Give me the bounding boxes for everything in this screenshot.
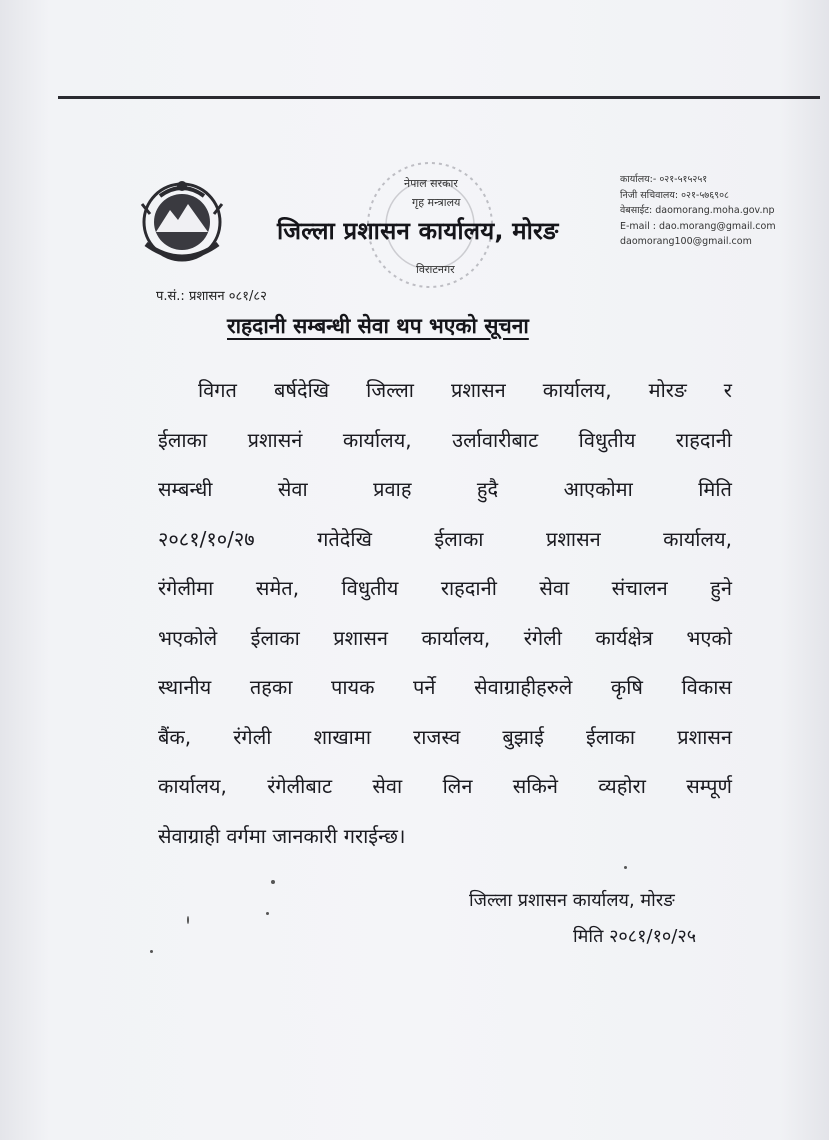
body-word: सम्पूर्ण [686, 774, 732, 799]
body-word: तहका [249, 675, 293, 700]
body-word: प्रशासनं [247, 427, 303, 452]
body-word: ईलाका [586, 724, 636, 749]
body-word: रंगेलीबाट [267, 774, 333, 799]
body-word: राजस्व [413, 724, 461, 749]
body-word: आएकोमा [563, 477, 633, 502]
body-word: रंगेलीमा [158, 576, 214, 601]
body-word: पायक [330, 675, 375, 700]
body-line [158, 811, 732, 861]
contact-block [620, 172, 776, 250]
body-word: प्रशासन [333, 625, 388, 650]
body-line [158, 761, 732, 811]
body-word: कार्यालय, [542, 378, 612, 403]
signature-date: मिति २०८१/१०/२५ [573, 926, 697, 947]
body-word: बैंक, [158, 724, 192, 749]
body-word: प्रवाह [373, 477, 412, 502]
body-word: पर्ने [413, 675, 436, 700]
office-location: विराटनगर [416, 263, 455, 276]
body-word: र [723, 378, 732, 403]
body-word: विकास [681, 675, 732, 700]
body-word: प्रशासन [677, 724, 732, 749]
body-word: हुने [710, 576, 732, 601]
body-word: भएकोले [158, 625, 218, 650]
body-word: सेवा [277, 477, 308, 502]
gov-line-nepal: नेपाल सरकार [404, 177, 458, 190]
body-word: शाखामा [313, 724, 372, 749]
body-word: प्रशासन [545, 526, 601, 551]
body-word: राहदानी [675, 427, 732, 452]
body-word: भएको [686, 625, 732, 650]
body-word: कार्यालय, [421, 625, 491, 650]
top-border-line [58, 96, 820, 99]
speck [271, 880, 275, 884]
body-line [158, 712, 732, 762]
body-word: सेवा [539, 576, 570, 601]
office-title: जिल्ला प्रशासन कार्यालय, मोरङ [277, 217, 559, 245]
body-word: हुदै [476, 477, 499, 502]
gov-line-ministry: गृह मन्त्रालय [412, 196, 461, 209]
body-word: मिति [698, 477, 732, 502]
contact-email: E-mail : dao.morang@gmail.com [620, 220, 776, 232]
body-word: रंगेली [233, 724, 272, 749]
body-word: सेवा [372, 774, 403, 799]
body-word: राहदानी [440, 576, 497, 601]
body-word: सेवाग्राही वर्गमा जानकारी गराईन्छ। [158, 823, 406, 848]
body-word: बर्षदेखि [274, 378, 330, 403]
body-word: जिल्ला [366, 378, 414, 403]
body-line [158, 365, 732, 415]
body-word: ईलाका [158, 427, 208, 452]
body-line [158, 415, 732, 465]
body-word: विधुतीय [578, 427, 636, 452]
notice-body [158, 365, 732, 860]
contact-website: वेबसाईट: daomorang.moha.gov.np [620, 205, 775, 216]
body-word: स्थानीय [158, 675, 212, 700]
signature-office: जिल्ला प्रशासन कार्यालय, मोरङ [469, 890, 675, 911]
body-word: व्यहोरा [598, 774, 646, 799]
body-line [158, 662, 732, 712]
body-word: लिन [442, 774, 473, 799]
body-word: विगत [198, 378, 237, 403]
body-word: कार्यक्षेत्र [595, 625, 653, 650]
contact-email-2: daomorang100@gmail.com [620, 236, 752, 247]
body-word: गतेदेखि [317, 526, 372, 551]
speck [624, 866, 627, 869]
speck [187, 916, 189, 924]
contact-office-phone: कार्यालय:- ०२१-५१५२५१ [620, 174, 708, 185]
body-word: सेवाग्राहीहरुले [474, 675, 573, 700]
body-line [158, 613, 732, 663]
reference-number: प.सं.: प्रशासन ०८१/८२ [156, 289, 267, 304]
body-word: सकिने [512, 774, 558, 799]
body-word: प्रशासन [450, 378, 506, 403]
body-word: संचालन [611, 576, 668, 601]
body-line [158, 464, 732, 514]
body-line [158, 514, 732, 564]
body-word: २०८१/१०/२७ [158, 526, 255, 551]
body-word: विधुतीय [341, 576, 399, 601]
body-word: ईलाका [250, 625, 300, 650]
notice-heading: राहदानी सम्बन्धी सेवा थप भएको सूचना [227, 314, 529, 338]
body-word: कार्यालय, [158, 774, 227, 799]
body-word: कार्यालय, [342, 427, 412, 452]
speck [150, 950, 153, 953]
body-line [158, 563, 732, 613]
body-word: समेत, [255, 576, 300, 601]
body-word: रंगेली [523, 625, 562, 650]
contact-secretariat-phone: निजी सचिवालय: ०२१-५७६९०८ [620, 189, 729, 201]
body-word: कृषि [610, 675, 643, 700]
body-word: सम्बन्धी [158, 477, 213, 502]
nepal-emblem-icon [136, 174, 228, 266]
speck [266, 912, 269, 915]
body-word: बुझाई [502, 724, 544, 749]
body-word: कार्यालय, [663, 526, 732, 551]
body-word: मोरङ [648, 378, 687, 403]
body-word: उर्लावारीबाट [452, 427, 539, 452]
body-word: ईलाका [434, 526, 484, 551]
